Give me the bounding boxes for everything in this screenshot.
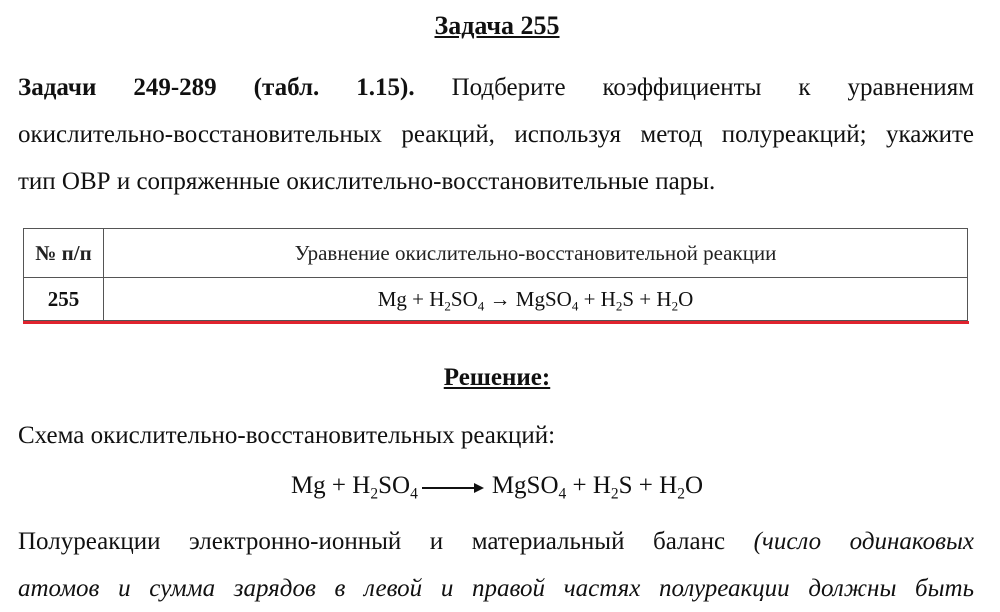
eq-sub: 4 xyxy=(571,298,579,314)
scheme-equation xyxy=(0,472,994,503)
row-equation xyxy=(104,278,968,321)
header-equation: Уравнение окислительно-восстановительной реакции xyxy=(104,229,968,278)
eq-sub: 2 xyxy=(610,485,619,503)
eq-sub: 2 xyxy=(444,298,451,314)
statement-line-2: окислительно-восстановительных реакций, используя метод полуреакций; укажите xyxy=(18,121,974,148)
eq-sub: 2 xyxy=(615,298,623,314)
eq-part: O xyxy=(678,286,694,311)
para2-line-1 xyxy=(18,518,974,565)
eq-part: SO xyxy=(378,472,411,499)
eq-sub: 4 xyxy=(477,298,485,314)
eq-part: O xyxy=(684,472,704,499)
eq-part: Mg + H xyxy=(290,472,371,499)
statement-line-1 xyxy=(18,64,974,111)
problem-statement xyxy=(18,64,974,205)
red-underline xyxy=(23,321,969,324)
table-row xyxy=(24,278,968,321)
table-header-row xyxy=(24,229,968,278)
eq-sub: 4 xyxy=(410,485,418,503)
statement-line-1-rest: Подберите коэффициенты к уравнениям xyxy=(414,74,975,101)
statement-line-3: тип ОВР и сопряженные окислительно-восстановительные пары. xyxy=(18,168,716,195)
eq-sub: 4 xyxy=(558,485,567,503)
para2-line-2: атомов и сумма зарядов в левой и правой частях полуреакции должны быть xyxy=(18,575,974,602)
para2-text: Полуреакции электронно-ионный и материальный баланс xyxy=(18,528,754,555)
eq-part: SO xyxy=(450,286,478,311)
eq-part: + H xyxy=(566,472,611,499)
eq-part: Mg + H xyxy=(377,286,445,311)
row-number: 255 xyxy=(24,278,104,321)
problem-title: Задача 255 xyxy=(434,11,560,40)
eq-sub: 2 xyxy=(677,485,685,503)
long-arrow-icon xyxy=(422,483,484,493)
header-number: № п/п xyxy=(24,229,104,278)
eq-part: + H xyxy=(578,286,616,311)
eq-part: MgSO xyxy=(491,472,559,499)
problem-range: Задачи 249-289 (табл. 1.15). xyxy=(18,74,415,101)
eq-sub: 2 xyxy=(671,298,679,314)
scheme-label: Схема окислительно-восстановительных реакций: xyxy=(18,422,556,449)
reaction-table xyxy=(23,228,968,321)
eq-part: → MgSO xyxy=(484,286,572,311)
eq-part: S + H xyxy=(622,286,672,311)
para2-italic: (число одинаковых xyxy=(753,528,974,555)
half-reactions-paragraph xyxy=(18,518,974,612)
solution-heading: Решение: xyxy=(443,364,551,391)
eq-part: S + H xyxy=(618,472,678,499)
eq-sub: 2 xyxy=(370,485,379,503)
